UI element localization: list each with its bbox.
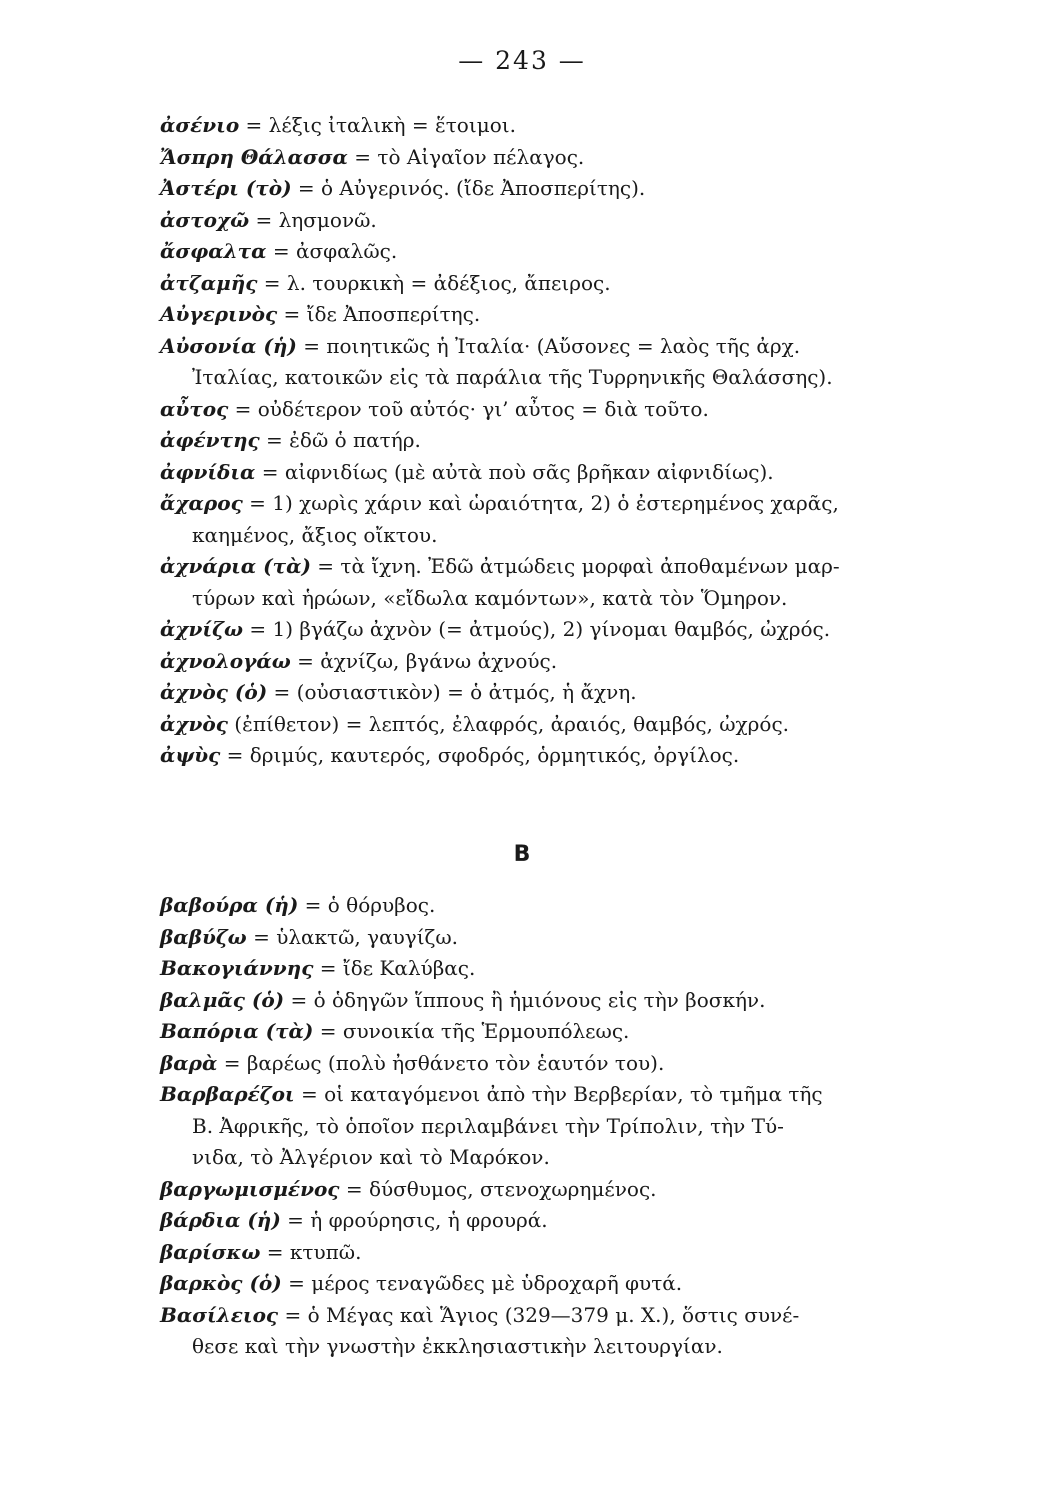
entry-term: ἀφνίδια bbox=[160, 459, 256, 484]
dictionary-entry bbox=[160, 646, 930, 678]
dictionary-entry bbox=[160, 1048, 930, 1080]
dictionary-entry bbox=[160, 1237, 930, 1269]
entry-term: ἀστοχῶ bbox=[160, 207, 250, 232]
dictionary-entry bbox=[160, 331, 930, 363]
dictionary-entry bbox=[160, 614, 930, 646]
entry-definition: = βαρέως (πολὺ ἠσθάνετο τὸν ἑαυτόν του). bbox=[217, 1050, 665, 1075]
entry-term: Ἄσπρη Θάλασσα bbox=[160, 144, 348, 169]
entry-term: βαβύζω bbox=[160, 924, 247, 949]
entry-definition: = ὁ θόρυβος. bbox=[298, 893, 436, 917]
entry-term: ἀσένιο bbox=[160, 113, 240, 137]
dictionary-entry bbox=[160, 173, 930, 205]
entry-definition: = ἀσφαλῶς. bbox=[266, 239, 398, 263]
dictionary-entry bbox=[160, 205, 930, 237]
entry-term: βαρκὸς (ὁ) bbox=[160, 1271, 282, 1295]
dictionary-entry bbox=[160, 1205, 930, 1237]
entry-definition: = δύσθυμος, στενοχωρημένος. bbox=[339, 1176, 657, 1201]
entry-definition: = ἴδε Ἀποσπερίτης. bbox=[277, 302, 481, 326]
dictionary-entry bbox=[160, 457, 930, 489]
entry-definition: = τὰ ἴχνη. Ἐδῶ ἀτμώδεις μορφαὶ ἀποθαμένων μαρ- bbox=[310, 554, 840, 578]
dictionary-entry bbox=[160, 1300, 930, 1332]
entry-term: ἄχαρος bbox=[160, 491, 243, 515]
entry-term: βαρίσκω bbox=[160, 1239, 261, 1264]
entry-term: ἀτζαμῆς bbox=[160, 270, 258, 295]
entry-definition: = ὑλακτῶ, γαυγίζω. bbox=[246, 924, 459, 949]
entry-term: αὖτος bbox=[160, 396, 229, 421]
entry-definition: = ἴδε Καλύβας. bbox=[313, 956, 476, 980]
dictionary-entry bbox=[160, 985, 930, 1017]
entry-definition: = αἰφνιδίως (μὲ αὐτὰ ποὺ σᾶς βρῆκαν αἰφνιδίως). bbox=[255, 459, 774, 484]
entry-definition: = οὐδέτερον τοῦ αὐτός· γι’ αὖτος = διὰ τοῦτο. bbox=[228, 396, 709, 421]
dictionary-entry bbox=[160, 551, 930, 583]
dictionary-entry bbox=[160, 953, 930, 985]
entry-continuation: νιδα, τὸ Ἀλγέριον καὶ τὸ Μαρόκον. bbox=[192, 1145, 550, 1169]
dictionary-entry bbox=[160, 740, 930, 772]
entry-term: ἀχνὸς (ὁ) bbox=[160, 680, 268, 704]
entry-definition: = 1) χωρὶς χάριν καὶ ὡραιότητα, 2) ὁ ἐστερημένος χαρᾶς, bbox=[242, 491, 839, 515]
dictionary-entry bbox=[160, 394, 930, 426]
entry-term: βαργωμισμένος bbox=[160, 1176, 340, 1201]
entry-term: ἀχνάρια (τὰ) bbox=[160, 554, 311, 578]
dictionary-entry bbox=[160, 1174, 930, 1206]
entry-definition: = λ. τουρκικὴ = ἀδέξιος, ἄπειρος. bbox=[257, 270, 611, 295]
entry-definition: = ὁ ὁδηγῶν ἵππους ἢ ἡμιόνους εἰς τὴν βοσκήν. bbox=[284, 987, 766, 1012]
entry-term: ἀχνίζω bbox=[160, 617, 243, 641]
entry-definition: = οἱ καταγόμενοι ἀπὸ τὴν Βερβερίαν, τὸ τμῆμα τῆς bbox=[294, 1082, 823, 1106]
dictionary-entry bbox=[160, 1079, 930, 1111]
entry-definition: = τὸ Αἰγαῖον πέλαγος. bbox=[347, 144, 585, 169]
entry-continuation: θεσε καὶ τὴν γνωστὴν ἐκκλησιαστικὴν λειτουργίαν. bbox=[192, 1334, 723, 1358]
entry-definition: = ὁ Αὐγερινός. (ἴδε Ἀποσπερίτης). bbox=[291, 176, 646, 200]
entry-definition: = κτυπῶ. bbox=[260, 1239, 362, 1264]
dictionary-entry bbox=[160, 677, 930, 709]
entry-definition: = ἡ φρούρησις, ἡ φρουρά. bbox=[280, 1208, 548, 1232]
dictionary-entry bbox=[160, 425, 930, 457]
entry-term: ἄσφαλτα bbox=[160, 239, 267, 263]
entry-definition: = ὁ Μέγας καὶ Ἅγιος (329—379 μ. Χ.), ὅστις συνέ- bbox=[278, 1302, 800, 1327]
dictionary-entry bbox=[160, 1016, 930, 1048]
entry-definition: = ποιητικῶς ἡ Ἰταλία· (Αὔσονες = λαὸς τῆς ἀρχ. bbox=[296, 333, 801, 358]
section-letter-heading: Β bbox=[513, 842, 531, 867]
entry-continuation: Ἰταλίας, κατοικῶν εἰς τὰ παράλια τῆς Τυρρηνικῆς Θαλάσσης). bbox=[192, 365, 833, 389]
entry-definition: = συνοικία τῆς Ἑρμουπόλεως. bbox=[313, 1019, 630, 1043]
entry-term: ἀχνὸς bbox=[160, 711, 228, 736]
entry-term: Βακογιάννης bbox=[160, 956, 314, 980]
dictionary-entry bbox=[160, 922, 930, 954]
entry-definition: = ἐδῶ ὁ πατήρ. bbox=[259, 428, 421, 452]
dictionary-entry bbox=[160, 488, 930, 520]
dictionary-entry bbox=[160, 299, 930, 331]
entry-term: Αὐγερινὸς bbox=[160, 302, 278, 326]
entry-definition: = λησμονῶ. bbox=[249, 207, 377, 232]
dictionary-entry bbox=[160, 890, 930, 922]
entry-definition: = δριμύς, καυτερός, σφοδρός, ὁρμητικός, ὀργίλος. bbox=[220, 743, 740, 767]
entry-definition: = 1) βγάζω ἀχνὸν (= ἀτμούς), 2) γίνομαι θαμβός, ὠχρός. bbox=[243, 617, 831, 641]
entry-definition: = (οὐσιαστικὸν) = ὁ ἀτμός, ἡ ἄχνη. bbox=[267, 680, 637, 704]
section-b-entries bbox=[160, 890, 930, 1363]
dictionary-entry bbox=[160, 1268, 930, 1300]
page-number: — 243 — bbox=[458, 46, 586, 75]
entry-term: Αὐσονία (ἡ) bbox=[160, 333, 297, 358]
entry-continuation: Β. Ἀφρικῆς, τὸ ὁποῖον περιλαμβάνει τὴν Τρίπολιν, τὴν Τύ- bbox=[192, 1113, 784, 1138]
dictionary-entry bbox=[160, 110, 930, 142]
entry-definition: = μέρος τεναγῶδες μὲ ὑδροχαρῆ φυτά. bbox=[281, 1271, 683, 1295]
entry-definition: (ἐπίθετον) = λεπτός, ἐλαφρός, ἀραιός, θαμβός, ὠχρός. bbox=[227, 711, 790, 736]
entry-term: ἀφέντης bbox=[160, 428, 260, 452]
entry-definition: = ἀχνίζω, βγάνω ἀχνούς. bbox=[290, 648, 558, 673]
dictionary-entry bbox=[160, 268, 930, 300]
entry-term: Βασίλειος bbox=[160, 1302, 279, 1327]
dictionary-entry bbox=[160, 142, 930, 174]
entry-term: ἀχνολογάω bbox=[160, 648, 291, 673]
section-a-entries bbox=[160, 110, 930, 772]
entry-continuation: καημένος, ἄξιος οἴκτου. bbox=[192, 522, 438, 547]
entry-term: Ἀστέρι (τὸ) bbox=[160, 176, 292, 200]
entry-term: Βαπόρια (τὰ) bbox=[160, 1019, 314, 1043]
entry-definition: = λέξις ἰταλικὴ = ἕτοιμοι. bbox=[239, 113, 516, 137]
entry-term: βαρὰ bbox=[160, 1050, 218, 1075]
dictionary-entry bbox=[160, 709, 930, 741]
entry-term: Βαρβαρέζοι bbox=[160, 1082, 295, 1106]
entry-term: βαλμᾶς (ὁ) bbox=[160, 987, 285, 1012]
entry-term: βαβούρα (ἡ) bbox=[160, 893, 299, 917]
dictionary-entry bbox=[160, 236, 930, 268]
entry-term: ἀψὺς bbox=[160, 743, 221, 767]
entry-term: βάρδια (ἡ) bbox=[160, 1208, 281, 1232]
entry-continuation: τύρων καὶ ἡρώων, «εἴδωλα καμόντων», κατὰ τὸν Ὅμηρον. bbox=[192, 585, 788, 610]
